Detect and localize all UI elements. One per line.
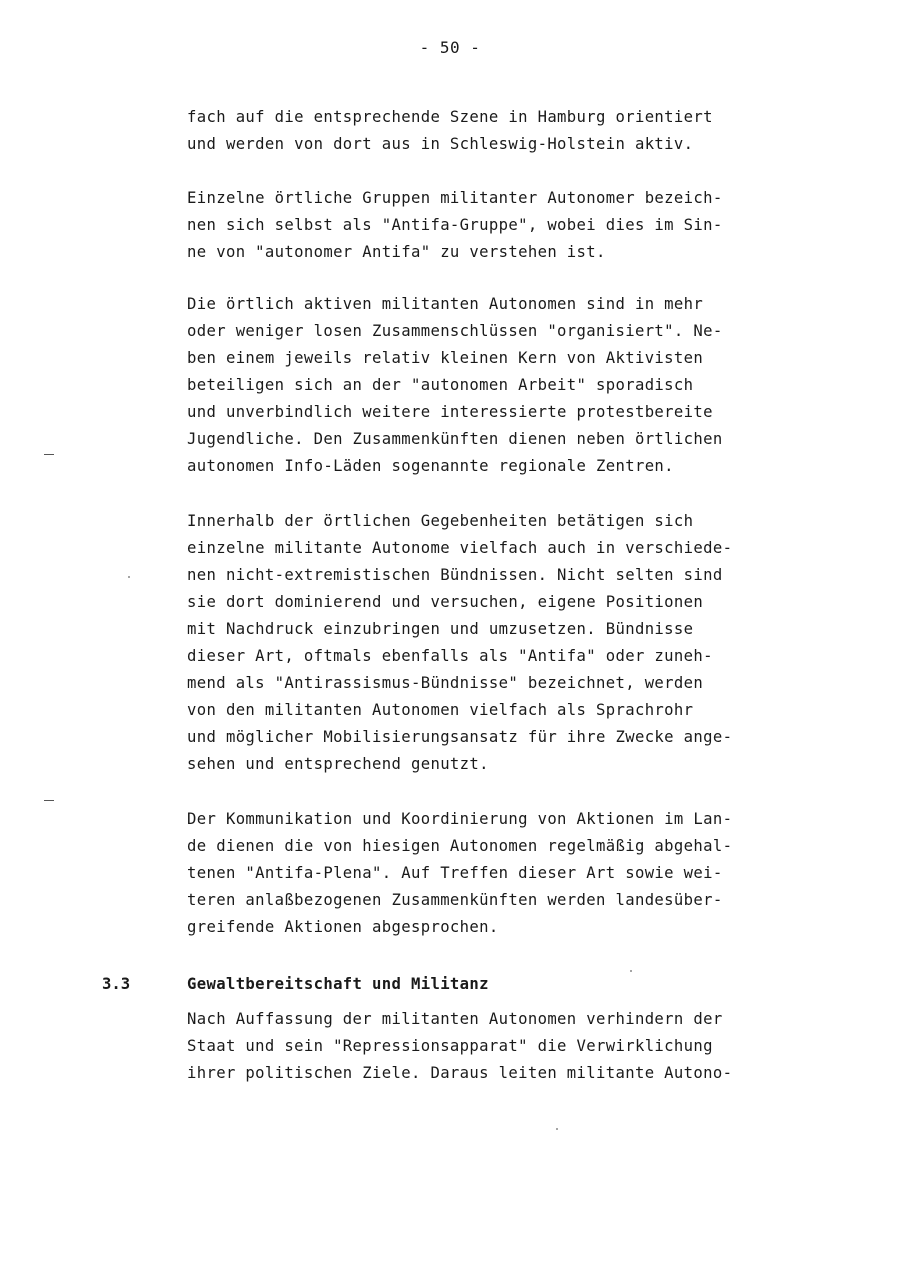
text-line: sehen und entsprechend genutzt. [187,755,489,773]
text-line: mend als "Antirassismus-Bündnisse" bezeichnet, werden [187,674,704,692]
text-line: de dienen die von hiesigen Autonomen regelmäßig abgehal- [187,837,733,855]
paragraph-2 [187,185,797,266]
text-line: ben einem jeweils relativ kleinen Kern von Aktivisten [187,349,704,367]
text-line: ihrer politischen Ziele. Daraus leiten militante Autono- [187,1064,733,1082]
text-line: Einzelne örtliche Gruppen militanter Autonomer bezeich- [187,189,723,207]
paragraph-5 [187,806,797,941]
text-line: Nach Auffassung der militanten Autonomen verhindern der [187,1010,723,1028]
text-line: Staat und sein "Repressionsapparat" die Verwirklichung [187,1037,713,1055]
text-line: Der Kommunikation und Koordinierung von Aktionen im Lan- [187,810,733,828]
margin-mark [44,454,54,455]
margin-mark [44,800,54,801]
scan-speck [630,970,632,972]
text-line: einzelne militante Autonome vielfach auch in verschiede- [187,539,733,557]
text-line: tenen "Antifa-Plena". Auf Treffen dieser Art sowie wei- [187,864,723,882]
text-line: greifende Aktionen abgesprochen. [187,918,499,936]
text-line: Innerhalb der örtlichen Gegebenheiten betätigen sich [187,512,694,530]
scan-speck [556,1128,558,1130]
text-line: und werden von dort aus in Schleswig-Holstein aktiv. [187,135,694,153]
text-line: und möglicher Mobilisierungsansatz für ihre Zwecke ange- [187,728,733,746]
text-line: dieser Art, oftmals ebenfalls als "Antifa" oder zuneh- [187,647,713,665]
page-number: - 50 - [419,38,481,57]
section-number: 3.3 [102,975,131,993]
text-line: oder weniger losen Zusammenschlüssen "organisiert". Ne- [187,322,723,340]
text-line: von den militanten Autonomen vielfach als Sprachrohr [187,701,694,719]
text-line: Jugendliche. Den Zusammenkünften dienen neben örtlichen [187,430,723,448]
paragraph-1 [187,104,797,158]
paragraph-4 [187,508,797,778]
text-line: mit Nachdruck einzubringen und umzusetzen. Bündnisse [187,620,694,638]
scan-speck [128,576,130,578]
text-line: teren anlaßbezogenen Zusammenkünften werden landesüber- [187,891,723,909]
text-line: autonomen Info-Läden sogenannte regionale Zentren. [187,457,674,475]
text-line: Die örtlich aktiven militanten Autonomen sind in mehr [187,295,704,313]
text-line: und unverbindlich weitere interessierte protestbereite [187,403,713,421]
text-line: nen nicht-extremistischen Bündnissen. Nicht selten sind [187,566,723,584]
text-line: nen sich selbst als "Antifa-Gruppe", wobei dies im Sin- [187,216,723,234]
text-line: fach auf die entsprechende Szene in Hamburg orientiert [187,108,713,126]
text-line: beteiligen sich an der "autonomen Arbeit" sporadisch [187,376,694,394]
paragraph-3 [187,291,797,480]
section-heading: Gewaltbereitschaft und Militanz [187,975,489,993]
section-paragraph [187,1006,797,1087]
text-line: ne von "autonomer Antifa" zu verstehen ist. [187,243,606,261]
text-line: sie dort dominierend und versuchen, eigene Positionen [187,593,704,611]
